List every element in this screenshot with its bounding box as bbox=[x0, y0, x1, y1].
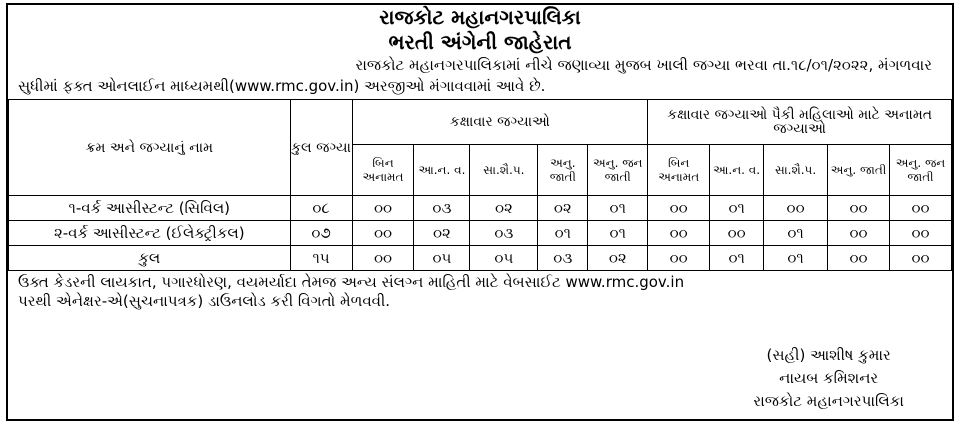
header-post: ક્રમ અને જગ્યાનું નામ bbox=[9, 100, 291, 196]
cell: ૦૦ bbox=[648, 221, 710, 246]
cell: ૦૦ bbox=[828, 221, 890, 246]
signatory-designation: નાયબ કમિશનર bbox=[779, 369, 879, 387]
cell: ૦૦ bbox=[352, 221, 414, 246]
cell: ૦૧ bbox=[588, 221, 648, 246]
cell: ૦૦ bbox=[828, 246, 890, 271]
cell: ૦૧ bbox=[538, 221, 588, 246]
cell: ૦૧ bbox=[764, 221, 828, 246]
intro-line-2: સુધીમાં ફક્ત ઓનલાઈન માધ્યમથી(www.rmc.gov.in) અરજીઓ મંગાવવામાં આવે છે. bbox=[18, 77, 546, 95]
sub-header: અનુ. જાતી bbox=[538, 145, 588, 196]
cell: ૦૦ bbox=[889, 221, 951, 246]
footer-line-1: ઉક્ત કેડરની લાયકાત, પગારધોરણ, વયમર્યાદા તેમજ અન્ય સંલગ્ન માહિતી માટે વેબસાઈટ www.rmc.gov.in bbox=[18, 273, 685, 291]
sub-header: અનુ. જન જાતી bbox=[588, 145, 648, 196]
cell: ૦૦ bbox=[764, 196, 828, 221]
cell: ૦૨ bbox=[588, 246, 648, 271]
cell: ૦૨ bbox=[538, 196, 588, 221]
grand-total: ૧૫ bbox=[290, 246, 352, 271]
intro-line-1: રાજકોટ મહાનગરપાલિકામાં નીચે જણાવ્યા મુજબ ખાલી જગ્યા ભરવા તા.૧૮/૦૧/૨૦૨૨, મંગળવાર bbox=[355, 56, 932, 74]
cell: ૦૦ bbox=[889, 246, 951, 271]
cell: ૦૧ bbox=[764, 246, 828, 271]
header-category: કક્ષાવાર જગ્યાઓ bbox=[352, 100, 648, 145]
cell: ૦૧ bbox=[710, 196, 764, 221]
cell: ૦૩ bbox=[538, 246, 588, 271]
sub-header: સા.શૈ.પ. bbox=[764, 145, 828, 196]
footer-text bbox=[8, 271, 952, 311]
sub-header: આ.ન. વ. bbox=[710, 145, 764, 196]
sub-header: આ.ન. વ. bbox=[414, 145, 470, 196]
total-label: કુલ bbox=[9, 246, 291, 271]
table-header-row-1 bbox=[9, 100, 952, 145]
sub-header: બિન અનામત bbox=[648, 145, 710, 196]
table-row bbox=[9, 221, 952, 246]
cell: ૦૫ bbox=[470, 246, 538, 271]
cell: ૦૫ bbox=[414, 246, 470, 271]
footer-line-2: પરથી એનેક્ષર-એ(સુચનાપત્રક) ડાઉનલોડ કરી વિગતો મેળવવી. bbox=[18, 292, 391, 310]
cell: ૦૦ bbox=[889, 196, 951, 221]
sub-header: સા.શૈ.પ. bbox=[470, 145, 538, 196]
sub-header: અનુ. જાતી bbox=[828, 145, 890, 196]
cell: ૦૧ bbox=[710, 246, 764, 271]
cell: ૦૨ bbox=[414, 221, 470, 246]
signatory-organization: રાજકોટ મહાનગરપાલિકા bbox=[753, 392, 904, 410]
advertisement-notice bbox=[6, 3, 954, 421]
notice-title: રાજકોટ મહાનગરપાલિકા bbox=[379, 5, 581, 29]
cell: ૦૩ bbox=[470, 221, 538, 246]
intro-text bbox=[8, 55, 952, 97]
cell: ૦૦ bbox=[352, 246, 414, 271]
post-total: ૦૮ bbox=[290, 196, 352, 221]
signature-block bbox=[753, 344, 904, 413]
post-total: ૦૭ bbox=[290, 221, 352, 246]
cell: ૦૦ bbox=[648, 246, 710, 271]
cell: ૦૦ bbox=[710, 221, 764, 246]
post-name: ૨-વર્ક આસીસ્ટન્ટ (ઈલેક્ટ્રીકલ) bbox=[9, 221, 291, 246]
cell: ૦૦ bbox=[352, 196, 414, 221]
sub-header: અનુ. જન જાતી bbox=[889, 145, 951, 196]
sub-header: બિન અનામત bbox=[352, 145, 414, 196]
table-total-row bbox=[9, 246, 952, 271]
cell: ૦૩ bbox=[414, 196, 470, 221]
vacancy-table bbox=[8, 99, 952, 271]
notice-subtitle: ભરતી અંગેની જાહેરાત bbox=[388, 30, 572, 54]
post-name: ૧-વર્ક આસીસ્ટન્ટ (સિવિલ) bbox=[9, 196, 291, 221]
cell: ૦૧ bbox=[588, 196, 648, 221]
header-total: કુલ જગ્યા bbox=[290, 100, 352, 196]
cell: ૦૦ bbox=[648, 196, 710, 221]
signatory-name: (સહી) આશીષ કુમાર bbox=[766, 346, 891, 364]
header-women: કક્ષાવાર જગ્યાઓ પૈકી મહિલાઓ માટે અનામત જગ્યાઓ bbox=[648, 100, 952, 145]
table-row bbox=[9, 196, 952, 221]
cell: ૦૨ bbox=[470, 196, 538, 221]
cell: ૦૦ bbox=[828, 196, 890, 221]
